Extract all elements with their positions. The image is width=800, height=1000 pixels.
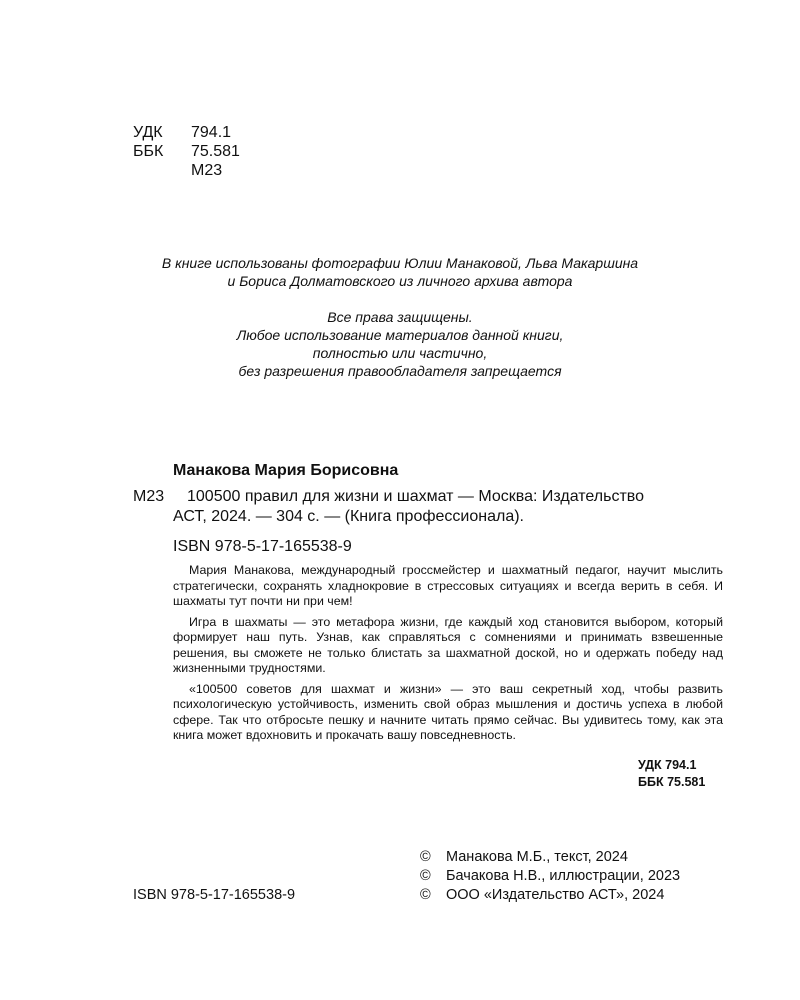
copyright-symbol: © bbox=[420, 849, 431, 865]
udk-label: УДК bbox=[133, 124, 163, 141]
rights-notice bbox=[0, 308, 800, 380]
abstract bbox=[173, 563, 723, 749]
udk-value: 794.1 bbox=[191, 124, 232, 141]
author-name: Манакова Мария Борисовна bbox=[173, 462, 399, 479]
corner-bbk: ББК 75.581 bbox=[638, 775, 706, 789]
rights-line: без разрешения правообладателя запрещается bbox=[238, 363, 562, 379]
copyright-symbol: © bbox=[420, 887, 431, 903]
bottom-isbn: ISBN 978-5-17-165538-9 bbox=[133, 887, 296, 903]
bib-mark: М23 bbox=[133, 488, 165, 505]
bbk-value: 75.581 bbox=[191, 143, 240, 160]
photo-credit-line: и Бориса Долматовского из личного архива автора bbox=[227, 273, 573, 289]
rights-line: полностью или частично, bbox=[312, 345, 488, 361]
photo-credit-line: В книге использованы фотографии Юлии Манаковой, Льва Макаршина bbox=[161, 255, 639, 271]
bib-isbn: ISBN 978-5-17-165538-9 bbox=[173, 538, 352, 555]
photo-credit bbox=[0, 254, 800, 290]
copyright-line: Манакова М.Б., текст, 2024 bbox=[446, 849, 628, 865]
copyright-symbol: © bbox=[420, 868, 431, 884]
copyright-line: Бачакова Н.В., иллюстрации, 2023 bbox=[446, 868, 681, 884]
abstract-paragraph: Мария Манакова, международный гроссмейстер и шахматный педагог, научит мыслить стратегически, сохранять хладнокровие в стрессовых ситуациях и всегда верить в себя. И шахматы тут почти ни при чем! bbox=[173, 563, 723, 608]
bib-title-line: АСТ, 2024. — 304 с. — (Книга профессионала). bbox=[173, 508, 524, 525]
copyright-line: ООО «Издательство АСТ», 2024 bbox=[446, 887, 665, 903]
rights-line: Любое использование материалов данной книги, bbox=[236, 327, 564, 343]
corner-udk: УДК 794.1 bbox=[638, 758, 697, 772]
abstract-paragraph: «100500 советов для шахмат и жизни» — это ваш секретный ход, чтобы развить психологическую устойчивость, изменить свой образ мышления и достичь успеха в любой сфере. Так что отбросьте пешку и начните читать прямо сейчас. Вы удивитесь тому, как эта книга может вдохновить и прокачать вашу повседневность. bbox=[173, 681, 723, 742]
rights-line: Все права защищены. bbox=[327, 309, 473, 325]
abstract-paragraph: Игра в шахматы — это метафора жизни, где каждый ход становится выбором, который формирует наш путь. Узнав, как справляться с сомнениями и принимать взвешенные решения, вы сможете не только блистать за шахматной доской, но и одержать победу над жизненными трудностями. bbox=[173, 614, 723, 675]
bbk-label: ББК bbox=[133, 143, 164, 160]
author-mark: М23 bbox=[191, 162, 223, 179]
bib-title-line: 100500 правил для жизни и шахмат — Москва: Издательство bbox=[187, 488, 644, 505]
